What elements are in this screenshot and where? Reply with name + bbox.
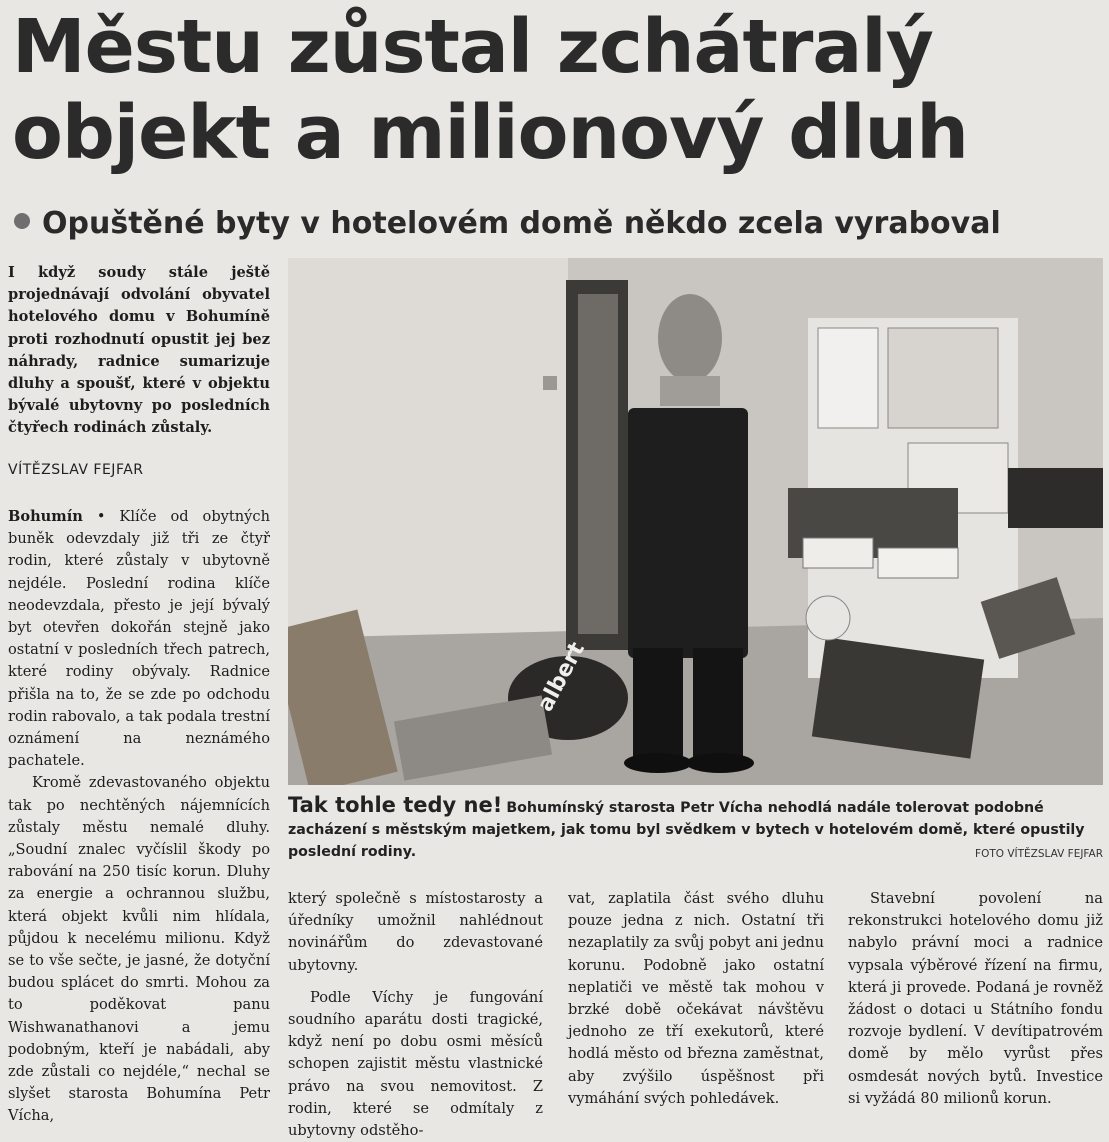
article-byline: VÍTĚZSLAV FEJFAR bbox=[8, 462, 144, 478]
article-photo bbox=[288, 258, 1103, 785]
article-subheadline bbox=[14, 202, 1104, 246]
column-4-paragraph-1: Stavební povolení na rekonstrukci hotelového domu již nabylo právní moci a radnice vypsala výběrové řízení na firmu, která ji provede. Podaná je rovněž žádost o dotaci u Státního fondu rozvoje bydlení. V devítipatrovém domě by mělo vyrůst přes osmdesát nových bytů. Investice si vyžádá 80 milionů korun. bbox=[848, 890, 1103, 1107]
photo-bag-text: albert bbox=[533, 638, 591, 716]
article-lead: I když soudy stále ještě projednávají odvolání obyvatel hotelového domu v Bohumíně proti rozhodnutí opustit jej bez náhrady, radnice sumarizuje dluhy a spoušť, které v objektu bývalé ubytovny po posledních čtyřech rodinách zůstaly. bbox=[8, 264, 270, 437]
column-3-paragraph-1: vat, zaplatila část svého dluhu pouze jedna z nich. Ostatní tři nezaplatily za svůj pobyt ani jednu korunu. Podobně jako ostatní neplatiči ve městě tak mohou v brzké době očekávat návštěvu jednoho ze tří exekutorů, které hodlá město od března zaměstnat, aby zvýšilo úspěšnost při vymáhání svých pohledávek. bbox=[568, 890, 824, 1107]
subheadline-text: Opuštěné byty v hotelovém domě někdo zcela vyraboval bbox=[42, 206, 1001, 241]
column-1-paragraph-1 bbox=[8, 506, 270, 772]
column-2 bbox=[288, 888, 543, 1142]
column-1-paragraph-1-text: • Klíče od obytných buněk odevzdaly již tři ze čtyř rodin, které zůstaly v ubytovně nejdéle. Poslední rodina klíče neodevzdala, přesto je její bývalý byt otevřen dokořán stejně jako ostatní v posledních třech patrech, které rodiny obývaly. Radnice přišla na to, že se zde po odchodu rodin rabovalo, a tak podala trestní oznámení na neznámého pachatele. bbox=[8, 508, 270, 770]
column-1 bbox=[8, 506, 270, 1128]
column-2-paragraph-1: který společně s místostarosty a úředníky umožnil nahlédnout novinářům do zdevastované ubytovny. bbox=[288, 890, 543, 974]
article-headline: Městu zůstal zchátralý objekt a milionový dluh bbox=[12, 4, 968, 176]
column-4 bbox=[848, 888, 1103, 1110]
column-1-paragraph-2: Kromě zdevastovaného objektu tak po nechtěných nájemnících zůstaly městu nemalé dluhy. „Soudní znalec vyčíslil škody po rabování na 250 tisíc korun. Dluhy za energie a ochrannou službu, která objekt kvůli nim hlídala, půjdou k necelému milionu. Když se to vše sečte, je jasné, že dotyční budou splácet do smrti. Mohou za to poděkovat panu Wishwanathanovi a jemu podobným, kteří je nabádali, aby zde zůstali co nejdéle,“ nechal se slyšet starosta Bohumína Petr Vícha, bbox=[8, 774, 270, 1125]
bullet-icon bbox=[14, 213, 30, 229]
column-2-paragraph-2: Podle Víchy je fungování soudního aparátu dosti tragické, když není po dobu osmi měsíců schopen zajistit městu vlastnické právo na svou nemovitost. Z rodin, které se odmítaly z ubytovny odstěho- bbox=[288, 988, 543, 1140]
column-3 bbox=[568, 888, 824, 1110]
photo-credit: FOTO VÍTĚZSLAV FEJFAR bbox=[975, 848, 1103, 860]
caption-text: Bohumínský starosta Petr Vícha nehodlá nadále tolerovat podobné zacházení s městským majetkem, jak tomu byl svědkem v bytech v hotelovém domě, které opustily poslední rodiny. bbox=[288, 800, 1085, 860]
dateline: Bohumín bbox=[8, 508, 83, 525]
caption-title: Tak tohle tedy ne! bbox=[288, 793, 503, 817]
